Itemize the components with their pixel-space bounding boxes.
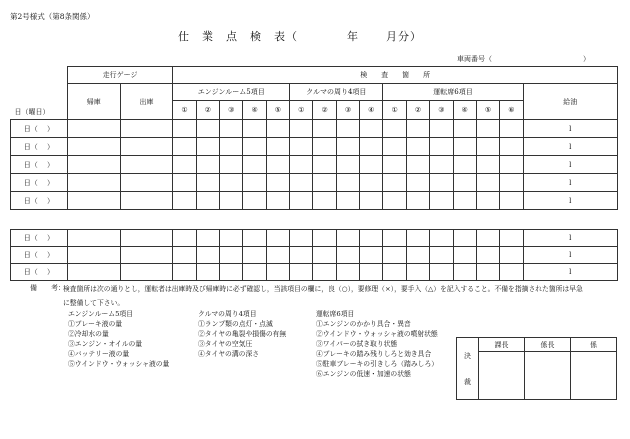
approval-col-staff: 係 bbox=[571, 338, 617, 352]
around-item-header: ④ bbox=[360, 101, 383, 120]
check-cell[interactable] bbox=[290, 156, 313, 174]
check-cell[interactable] bbox=[453, 192, 476, 210]
day-cell[interactable]: 日（ ） bbox=[11, 120, 68, 138]
check-cell[interactable] bbox=[196, 156, 219, 174]
check-cell[interactable] bbox=[360, 120, 383, 138]
approval-label-bottom: 裁 bbox=[464, 377, 471, 386]
title-main: 仕 業 点 検 表（ bbox=[178, 30, 298, 43]
check-cell[interactable] bbox=[220, 138, 243, 156]
list-item: ③タイヤの空気圧 bbox=[198, 340, 253, 348]
check-cell[interactable] bbox=[383, 230, 406, 247]
check-cell[interactable] bbox=[196, 247, 219, 264]
gauge-cell[interactable] bbox=[120, 138, 173, 156]
check-cell[interactable] bbox=[476, 192, 499, 210]
check-cell[interactable] bbox=[243, 264, 266, 281]
approval-stamp-cell[interactable] bbox=[571, 352, 617, 400]
check-cell[interactable] bbox=[453, 120, 476, 138]
list-item: ④ブレーキの踏み残りしろと効き具合 bbox=[316, 350, 432, 358]
check-cell[interactable] bbox=[266, 156, 289, 174]
check-cell[interactable] bbox=[430, 120, 453, 138]
depart-header: 出庫 bbox=[120, 84, 173, 120]
seat-item-header: ① bbox=[383, 101, 406, 120]
check-cell[interactable] bbox=[266, 230, 289, 247]
check-cell[interactable] bbox=[476, 174, 499, 192]
check-cell[interactable] bbox=[290, 174, 313, 192]
check-cell[interactable] bbox=[360, 264, 383, 281]
check-cell[interactable] bbox=[196, 138, 219, 156]
day-cell[interactable]: 日（ ） bbox=[11, 174, 68, 192]
check-cell[interactable] bbox=[406, 230, 429, 247]
check-cell[interactable] bbox=[383, 264, 406, 281]
list-item: ⑤ウインドウ・ウォッシャ液の量 bbox=[68, 360, 170, 368]
check-cell[interactable] bbox=[313, 230, 336, 247]
list-item: ②ウインドウ・ウォッシャ液の噴射状態 bbox=[316, 330, 438, 338]
check-cell[interactable] bbox=[220, 230, 243, 247]
seat-group-header: 運転席6項目 bbox=[383, 84, 523, 101]
check-cell[interactable] bbox=[430, 138, 453, 156]
table-row bbox=[11, 264, 618, 281]
notes-line-1: 検査箇所は次の通りとし，運転者は出庫時及び帰庫時に必ず確認し，当該項目の欄に，良（○），要修理（×），要手入（△）を記入すること。不備を指摘された箇所は早急 bbox=[63, 285, 583, 293]
seat-item-header: ② bbox=[406, 101, 429, 120]
check-cell[interactable] bbox=[173, 264, 196, 281]
engine-items-heading: エンジンルーム5項目 bbox=[68, 310, 133, 318]
gauge-cell[interactable] bbox=[120, 230, 173, 247]
day-cell[interactable]: 日（ ） bbox=[11, 264, 68, 281]
check-cell[interactable] bbox=[290, 120, 313, 138]
check-cell[interactable] bbox=[383, 192, 406, 210]
vehicle-number-field[interactable]: 車両番号（ ） bbox=[457, 55, 590, 63]
check-cell[interactable] bbox=[290, 230, 313, 247]
check-cell[interactable] bbox=[243, 230, 266, 247]
check-cell[interactable] bbox=[290, 264, 313, 281]
around-items-heading: クルマの周り4項目 bbox=[198, 310, 257, 318]
check-cell[interactable] bbox=[360, 230, 383, 247]
list-item: ①エンジンのかかり具合・異音 bbox=[316, 320, 411, 328]
inspection-table-continued bbox=[10, 229, 618, 281]
check-cell[interactable] bbox=[290, 192, 313, 210]
fuel-cell[interactable]: l bbox=[523, 264, 617, 281]
list-item: ①ランプ類の点灯・点滅 bbox=[198, 320, 273, 328]
check-cell[interactable] bbox=[383, 247, 406, 264]
check-cell[interactable] bbox=[360, 192, 383, 210]
gauge-cell[interactable] bbox=[67, 174, 120, 192]
table-row bbox=[11, 247, 618, 264]
notes-heading: 備 考： bbox=[30, 284, 65, 292]
check-cell[interactable] bbox=[336, 247, 359, 264]
check-cell[interactable] bbox=[173, 192, 196, 210]
check-cell[interactable] bbox=[430, 230, 453, 247]
check-cell[interactable] bbox=[196, 174, 219, 192]
inspection-points-header: 検 査 箇 所 bbox=[173, 67, 618, 84]
list-item: ①ブレーキ液の量 bbox=[68, 320, 123, 328]
gauge-cell[interactable] bbox=[67, 138, 120, 156]
approval-col-section-chief: 課長 bbox=[479, 338, 525, 352]
check-cell[interactable] bbox=[173, 247, 196, 264]
check-cell[interactable] bbox=[266, 192, 289, 210]
check-cell[interactable] bbox=[220, 120, 243, 138]
approval-label bbox=[457, 338, 479, 400]
gauge-cell[interactable] bbox=[120, 156, 173, 174]
list-item: ④タイヤの溝の深さ bbox=[198, 350, 260, 358]
list-item: ⑥エンジンの低速・加速の状態 bbox=[316, 370, 411, 378]
seat-item-header: ⑤ bbox=[476, 101, 499, 120]
gauge-cell[interactable] bbox=[67, 120, 120, 138]
top-rows bbox=[11, 120, 618, 210]
day-header: 日（曜日） bbox=[11, 67, 68, 120]
gauge-cell[interactable] bbox=[67, 156, 120, 174]
engine-item-header: ① bbox=[173, 101, 196, 120]
check-cell[interactable] bbox=[383, 120, 406, 138]
fuel-cell[interactable]: l bbox=[523, 247, 617, 264]
gauge-cell[interactable] bbox=[120, 120, 173, 138]
check-cell[interactable] bbox=[406, 264, 429, 281]
table-row bbox=[11, 192, 618, 210]
approval-box bbox=[456, 337, 617, 400]
day-cell[interactable]: 日（ ） bbox=[11, 247, 68, 264]
check-cell[interactable] bbox=[406, 156, 429, 174]
driving-gauge-header: 走行ゲージ bbox=[67, 67, 173, 84]
list-item: ③エンジン・オイルの量 bbox=[68, 340, 143, 348]
engine-item-header: ③ bbox=[220, 101, 243, 120]
around-items-list bbox=[198, 309, 286, 359]
check-cell[interactable] bbox=[290, 138, 313, 156]
check-cell[interactable] bbox=[266, 120, 289, 138]
check-cell[interactable] bbox=[383, 138, 406, 156]
inspection-table bbox=[10, 66, 618, 210]
title-year: 年 bbox=[347, 30, 359, 43]
fuel-cell[interactable]: l bbox=[523, 174, 617, 192]
check-cell[interactable] bbox=[453, 264, 476, 281]
gauge-cell[interactable] bbox=[120, 192, 173, 210]
title-month: 月分） bbox=[386, 30, 422, 43]
check-cell[interactable] bbox=[430, 174, 453, 192]
check-cell[interactable] bbox=[453, 138, 476, 156]
around-item-header: ③ bbox=[336, 101, 359, 120]
check-cell[interactable] bbox=[243, 120, 266, 138]
check-cell[interactable] bbox=[500, 120, 523, 138]
day-cell[interactable]: 日（ ） bbox=[11, 138, 68, 156]
check-cell[interactable] bbox=[360, 247, 383, 264]
notes-line-2: に整備して下さい。 bbox=[63, 299, 125, 307]
approval-stamp-cell[interactable] bbox=[479, 352, 525, 400]
gauge-cell[interactable] bbox=[67, 264, 120, 281]
check-cell[interactable] bbox=[336, 156, 359, 174]
check-cell[interactable] bbox=[196, 230, 219, 247]
check-cell[interactable] bbox=[313, 247, 336, 264]
bottom-rows bbox=[11, 230, 618, 281]
seat-items-list bbox=[316, 309, 438, 379]
check-cell[interactable] bbox=[500, 138, 523, 156]
approval-col-subsection-chief: 係長 bbox=[525, 338, 571, 352]
check-cell[interactable] bbox=[476, 230, 499, 247]
fuel-cell[interactable]: l bbox=[523, 192, 617, 210]
check-cell[interactable] bbox=[336, 138, 359, 156]
check-cell[interactable] bbox=[500, 247, 523, 264]
engine-group-header: エンジンルーム5項目 bbox=[173, 84, 290, 101]
check-cell[interactable] bbox=[360, 138, 383, 156]
check-cell[interactable] bbox=[336, 120, 359, 138]
check-cell[interactable] bbox=[336, 174, 359, 192]
day-cell[interactable]: 日（ ） bbox=[11, 156, 68, 174]
check-cell[interactable] bbox=[453, 247, 476, 264]
check-cell[interactable] bbox=[243, 156, 266, 174]
check-cell[interactable] bbox=[196, 264, 219, 281]
gauge-cell[interactable] bbox=[120, 264, 173, 281]
fuel-header: 給油 bbox=[523, 84, 617, 120]
engine-item-header: ⑤ bbox=[266, 101, 289, 120]
around-group-header: クルマの周り4項目 bbox=[290, 84, 383, 101]
seat-items-heading: 運転席6項目 bbox=[316, 310, 355, 318]
table-row bbox=[11, 120, 618, 138]
check-cell[interactable] bbox=[290, 247, 313, 264]
check-cell[interactable] bbox=[430, 156, 453, 174]
check-cell[interactable] bbox=[453, 230, 476, 247]
gauge-cell[interactable] bbox=[67, 192, 120, 210]
around-item-header: ② bbox=[313, 101, 336, 120]
check-cell[interactable] bbox=[266, 174, 289, 192]
day-cell[interactable]: 日（ ） bbox=[11, 192, 68, 210]
check-cell[interactable] bbox=[313, 138, 336, 156]
engine-items-list bbox=[68, 309, 169, 369]
check-cell[interactable] bbox=[500, 174, 523, 192]
approval-stamp-cell[interactable] bbox=[525, 352, 571, 400]
return-header: 帰庫 bbox=[67, 84, 120, 120]
gauge-cell[interactable] bbox=[67, 247, 120, 264]
check-cell[interactable] bbox=[173, 156, 196, 174]
check-cell[interactable] bbox=[173, 120, 196, 138]
check-cell[interactable] bbox=[313, 156, 336, 174]
fuel-cell[interactable]: l bbox=[523, 120, 617, 138]
check-cell[interactable] bbox=[476, 138, 499, 156]
check-cell[interactable] bbox=[243, 192, 266, 210]
day-cell[interactable]: 日（ ） bbox=[11, 230, 68, 247]
check-cell[interactable] bbox=[453, 156, 476, 174]
check-cell[interactable] bbox=[336, 230, 359, 247]
check-cell[interactable] bbox=[243, 138, 266, 156]
check-cell[interactable] bbox=[430, 264, 453, 281]
table-row bbox=[11, 156, 618, 174]
check-cell[interactable] bbox=[476, 156, 499, 174]
list-item: ②タイヤの亀裂や損傷の有無 bbox=[198, 330, 287, 338]
check-cell[interactable] bbox=[406, 192, 429, 210]
check-cell[interactable] bbox=[453, 174, 476, 192]
fuel-cell[interactable]: l bbox=[523, 138, 617, 156]
seat-item-header: ⑥ bbox=[500, 101, 523, 120]
check-cell[interactable] bbox=[360, 156, 383, 174]
check-cell[interactable] bbox=[406, 174, 429, 192]
check-cell[interactable] bbox=[500, 264, 523, 281]
check-cell[interactable] bbox=[220, 156, 243, 174]
check-cell[interactable] bbox=[430, 247, 453, 264]
check-cell[interactable] bbox=[406, 247, 429, 264]
check-cell[interactable] bbox=[383, 156, 406, 174]
check-cell[interactable] bbox=[313, 120, 336, 138]
check-cell[interactable] bbox=[173, 174, 196, 192]
table-row bbox=[11, 230, 618, 247]
check-cell[interactable] bbox=[266, 138, 289, 156]
gauge-cell[interactable] bbox=[120, 174, 173, 192]
check-cell[interactable] bbox=[173, 230, 196, 247]
seat-item-header: ④ bbox=[453, 101, 476, 120]
form-number-label: 第2号様式（第8条関係） bbox=[10, 12, 95, 21]
check-cell[interactable] bbox=[196, 192, 219, 210]
check-cell[interactable] bbox=[360, 174, 383, 192]
check-cell[interactable] bbox=[406, 138, 429, 156]
check-cell[interactable] bbox=[476, 264, 499, 281]
fuel-cell[interactable]: l bbox=[523, 230, 617, 247]
check-cell[interactable] bbox=[313, 174, 336, 192]
check-cell[interactable] bbox=[336, 192, 359, 210]
check-cell[interactable] bbox=[220, 264, 243, 281]
list-item: ③ワイパーの拭き取り状態 bbox=[316, 340, 398, 348]
engine-item-header: ④ bbox=[243, 101, 266, 120]
table-row bbox=[11, 138, 618, 156]
seat-item-header: ③ bbox=[430, 101, 453, 120]
check-cell[interactable] bbox=[196, 120, 219, 138]
check-cell[interactable] bbox=[313, 192, 336, 210]
gauge-cell[interactable] bbox=[67, 230, 120, 247]
fuel-cell[interactable]: l bbox=[523, 156, 617, 174]
check-cell[interactable] bbox=[406, 120, 429, 138]
check-cell[interactable] bbox=[313, 264, 336, 281]
check-cell[interactable] bbox=[336, 264, 359, 281]
check-cell[interactable] bbox=[220, 174, 243, 192]
around-item-header: ① bbox=[290, 101, 313, 120]
check-cell[interactable] bbox=[220, 247, 243, 264]
list-item: ④バッテリー液の量 bbox=[68, 350, 130, 358]
engine-item-header: ② bbox=[196, 101, 219, 120]
check-cell[interactable] bbox=[430, 192, 453, 210]
check-cell[interactable] bbox=[266, 247, 289, 264]
check-cell[interactable] bbox=[476, 247, 499, 264]
check-cell[interactable] bbox=[500, 230, 523, 247]
check-cell[interactable] bbox=[220, 192, 243, 210]
gauge-cell[interactable] bbox=[120, 247, 173, 264]
check-cell[interactable] bbox=[266, 264, 289, 281]
check-cell[interactable] bbox=[243, 174, 266, 192]
check-cell[interactable] bbox=[500, 192, 523, 210]
list-item: ②冷却水の量 bbox=[68, 330, 109, 338]
check-cell[interactable] bbox=[243, 247, 266, 264]
check-cell[interactable] bbox=[476, 120, 499, 138]
list-item: ⑤駐車ブレーキの引きしろ（踏みしろ） bbox=[316, 360, 439, 368]
check-cell[interactable] bbox=[173, 138, 196, 156]
check-cell[interactable] bbox=[383, 174, 406, 192]
check-cell[interactable] bbox=[500, 156, 523, 174]
page-title bbox=[178, 28, 422, 44]
table-row bbox=[11, 174, 618, 192]
approval-label-top: 決 bbox=[464, 351, 471, 360]
